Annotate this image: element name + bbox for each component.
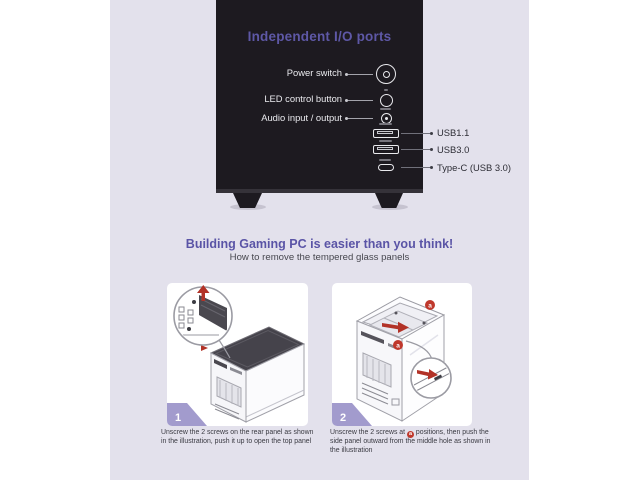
audio-io-label: Audio input / output [261, 112, 342, 123]
leader-line [348, 100, 373, 101]
leader-line [348, 74, 373, 75]
io-panel-title: Independent I/O ports [247, 29, 392, 44]
led-tiny-glyph [384, 89, 388, 91]
step-2-number: 2 [340, 412, 347, 424]
step-1-caption: Unscrew the 2 screws on the rear panel as shown in the illustration, push it up to open the top panel [161, 429, 314, 445]
typec-tiny-glyph [379, 159, 391, 161]
audio-tiny-glyph [380, 108, 391, 110]
leader-line [401, 149, 430, 150]
usb30-label: USB3.0 [437, 143, 470, 155]
step-1-number: 1 [175, 412, 182, 424]
audio-jack-pin-icon [385, 117, 388, 120]
usb3-tiny-glyph [379, 140, 392, 142]
usb11-port-icon [373, 129, 399, 138]
led-control-label: LED control button [264, 93, 342, 104]
type-c-port-icon [378, 164, 394, 171]
usb11-label: USB1.1 [437, 127, 470, 138]
leader-dot [430, 166, 433, 169]
guide-subheading: How to remove the tempered glass panels [229, 252, 410, 263]
svg-text:a: a [396, 342, 400, 350]
step-2-caption-before: Unscrew the 2 screws at [330, 429, 407, 436]
step-2-caption-after: positions, then push the side panel outward from the middle hole as shown in the illustration [330, 429, 491, 454]
power-button-inner-icon [383, 71, 390, 78]
leader-dot [430, 148, 433, 151]
usb30-port-icon [373, 145, 399, 154]
usb-tongue [377, 131, 393, 134]
guide-heading: Building Gaming PC is easier than you think! [185, 237, 454, 251]
led-button-icon [380, 94, 393, 107]
leader-line [401, 167, 430, 168]
step-1-card [167, 283, 308, 426]
leader-line [401, 133, 430, 134]
step-2-caption [330, 429, 500, 456]
typec-label: Type-C (USB 3.0) [437, 161, 511, 173]
chassis-base-trim [216, 189, 423, 193]
leader-dot [430, 132, 433, 135]
usb-tongue [377, 147, 393, 150]
leader-line [348, 118, 373, 119]
svg-text:a: a [428, 302, 432, 310]
marker-a-badge: a [408, 431, 413, 437]
step-2-card [332, 283, 472, 426]
usb1-tiny-glyph [379, 123, 392, 125]
power-switch-label: Power switch [286, 67, 342, 78]
